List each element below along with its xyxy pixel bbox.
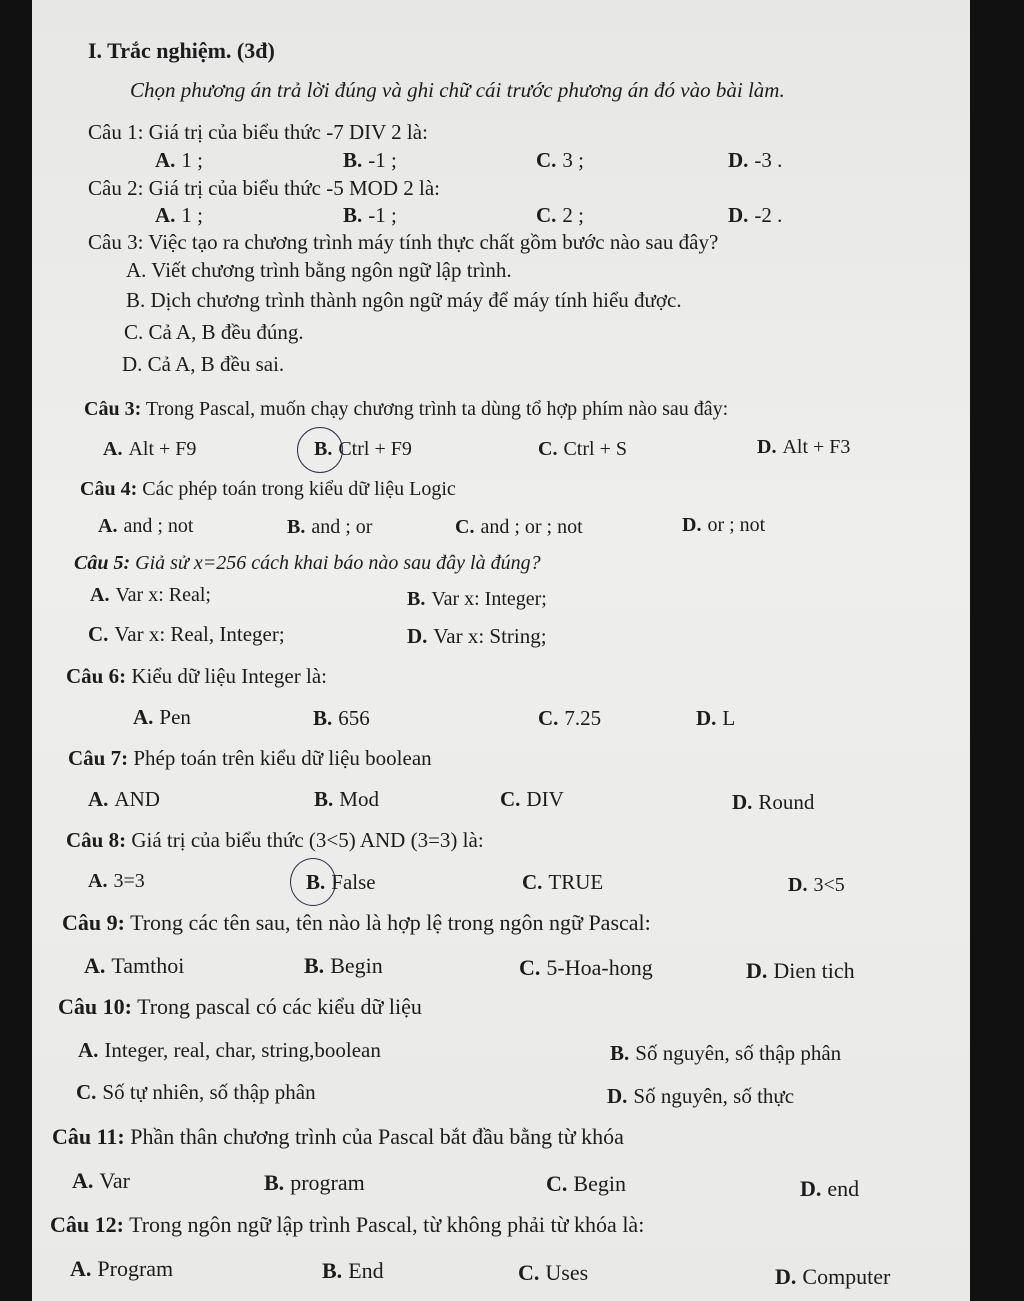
option-d: D. Alt + F3 — [757, 436, 851, 458]
option-b: B. program — [264, 1170, 365, 1195]
question-text: Trong pascal có các kiểu dữ liệu — [137, 994, 422, 1019]
question-7 — [68, 746, 432, 771]
question-text: Phần thân chương trình của Pascal bắt đầu bằng từ khóa — [130, 1124, 624, 1149]
option-a: A. Tamthoi — [84, 953, 185, 978]
question-text: Trong các tên sau, tên nào là hợp lệ trong ngôn ngữ Pascal: — [130, 910, 651, 935]
question-text: Việc tạo ra chương trình máy tính thực chất gồm bước nào sau đây? — [148, 230, 719, 254]
question-label: Câu 12: — [50, 1212, 124, 1237]
option-d: D. Số nguyên, số thực — [607, 1084, 795, 1108]
option-b: B. and ; or — [287, 516, 373, 538]
question-text: Trong Pascal, muốn chạy chương trình ta dùng tổ hợp phím nào sau đây: — [145, 398, 729, 420]
option-a: A. Program — [70, 1256, 174, 1281]
question-label: Câu 11: — [52, 1124, 125, 1149]
option-b: B. End — [322, 1258, 384, 1283]
question-a2 — [88, 176, 440, 201]
option-c: C. Var x: Real, Integer; — [88, 622, 285, 646]
question-5 — [74, 552, 541, 575]
question-label: Câu 1: — [88, 120, 144, 144]
question-6 — [66, 664, 327, 689]
option-b: B. -1 ; — [343, 203, 397, 227]
question-11 — [52, 1124, 624, 1150]
question-label: Câu 4: — [80, 478, 138, 500]
instruction: Chọn phương án trả lời đúng và ghi chữ cái trước phương án đó vào bài làm. — [130, 78, 785, 102]
option-d: D. 3<5 — [788, 874, 845, 896]
option-c: C. Begin — [546, 1171, 626, 1196]
question-a3 — [88, 230, 718, 255]
option-c: C. 7.25 — [538, 706, 602, 730]
option-b: B. Ctrl + F9 — [314, 438, 412, 460]
option-d: D. Round — [732, 790, 815, 814]
question-text: Trong ngôn ngữ lập trình Pascal, từ không phải từ khóa là: — [129, 1212, 645, 1237]
question-9 — [62, 910, 651, 936]
option-a: A. and ; not — [98, 515, 194, 537]
question-label: Câu 3: — [88, 230, 144, 254]
option-d: D. or ; not — [682, 514, 766, 536]
option-b: B. Begin — [304, 953, 383, 978]
option-c: C. 3 ; — [536, 148, 585, 172]
option-a: A. AND — [88, 787, 160, 811]
option-c: C. TRUE — [522, 870, 604, 894]
option-c: C. Ctrl + S — [538, 438, 627, 460]
option-a: A. 3=3 — [88, 870, 145, 892]
option-d: D. -2 . — [728, 203, 783, 227]
question-text: Phép toán trên kiểu dữ liệu boolean — [133, 746, 432, 770]
option-a: A. Var — [72, 1168, 130, 1193]
question-10 — [58, 994, 422, 1020]
option-d: D. L — [696, 706, 736, 730]
option-d: D. Dien tich — [746, 958, 855, 983]
question-label: Câu 6: — [66, 664, 127, 688]
option-a: A. Var x: Real; — [90, 584, 211, 606]
question-12 — [50, 1212, 644, 1238]
option-c: C. and ; or ; not — [455, 516, 583, 538]
question-label: Câu 3: — [84, 398, 142, 420]
option-d: D. -3 . — [728, 148, 783, 172]
option-a: A. Viết chương trình bằng ngôn ngữ lập trình. — [126, 258, 512, 282]
question-label: Câu 5: — [74, 552, 131, 574]
question-text: Các phép toán trong kiểu dữ liệu Logic — [142, 478, 456, 500]
option-b: B. Dịch chương trình thành ngôn ngữ máy để máy tính hiểu được. — [126, 288, 682, 312]
question-text: Giá trị của biểu thức (3<5) AND (3=3) là: — [131, 828, 484, 852]
option-a: A. 1 ; — [155, 203, 204, 227]
option-a: A. 1 ; — [155, 148, 204, 172]
option-d: D. Computer — [775, 1264, 891, 1289]
question-8 — [66, 828, 484, 853]
option-a: A. Pen — [133, 705, 191, 729]
question-text: Kiểu dữ liệu Integer là: — [131, 664, 327, 688]
option-c: C. Uses — [518, 1260, 589, 1285]
question-3 — [84, 398, 728, 421]
option-d: D. Var x: String; — [407, 624, 547, 648]
option-c: C. 5-Hoa-hong — [519, 955, 653, 980]
question-text: Giá trị của biểu thức -5 MOD 2 là: — [148, 176, 440, 200]
option-b: B. False — [306, 870, 376, 894]
option-a: A. Alt + F9 — [103, 438, 197, 460]
question-label: Câu 2: — [88, 176, 144, 200]
option-d: D. Cả A, B đều sai. — [122, 352, 285, 376]
question-4 — [80, 478, 456, 501]
question-text: Giả sử x=256 cách khai báo nào sau đây là đúng? — [135, 552, 541, 574]
question-label: Câu 9: — [62, 910, 125, 935]
option-b: B. Mod — [314, 787, 379, 811]
option-a: A. Integer, real, char, string,boolean — [78, 1038, 381, 1062]
option-c: C. DIV — [500, 787, 564, 811]
question-label: Câu 7: — [68, 746, 129, 770]
option-c: C. Số tự nhiên, số thập phân — [76, 1080, 316, 1104]
question-label: Câu 8: — [66, 828, 127, 852]
question-text: Giá trị của biểu thức -7 DIV 2 là: — [148, 120, 428, 144]
question-label: Câu 10: — [58, 994, 132, 1019]
section-title: I. Trắc nghiệm. (3đ) — [88, 38, 275, 63]
option-d: D. end — [800, 1176, 860, 1201]
option-c: C. 2 ; — [536, 203, 585, 227]
option-c: C. Cả A, B đều đúng. — [124, 320, 304, 344]
option-b: B. -1 ; — [343, 148, 397, 172]
question-a1 — [88, 120, 428, 145]
option-b: B. Var x: Integer; — [407, 588, 547, 610]
option-b: B. Số nguyên, số thập phân — [610, 1041, 842, 1065]
option-b: B. 656 — [313, 706, 370, 730]
